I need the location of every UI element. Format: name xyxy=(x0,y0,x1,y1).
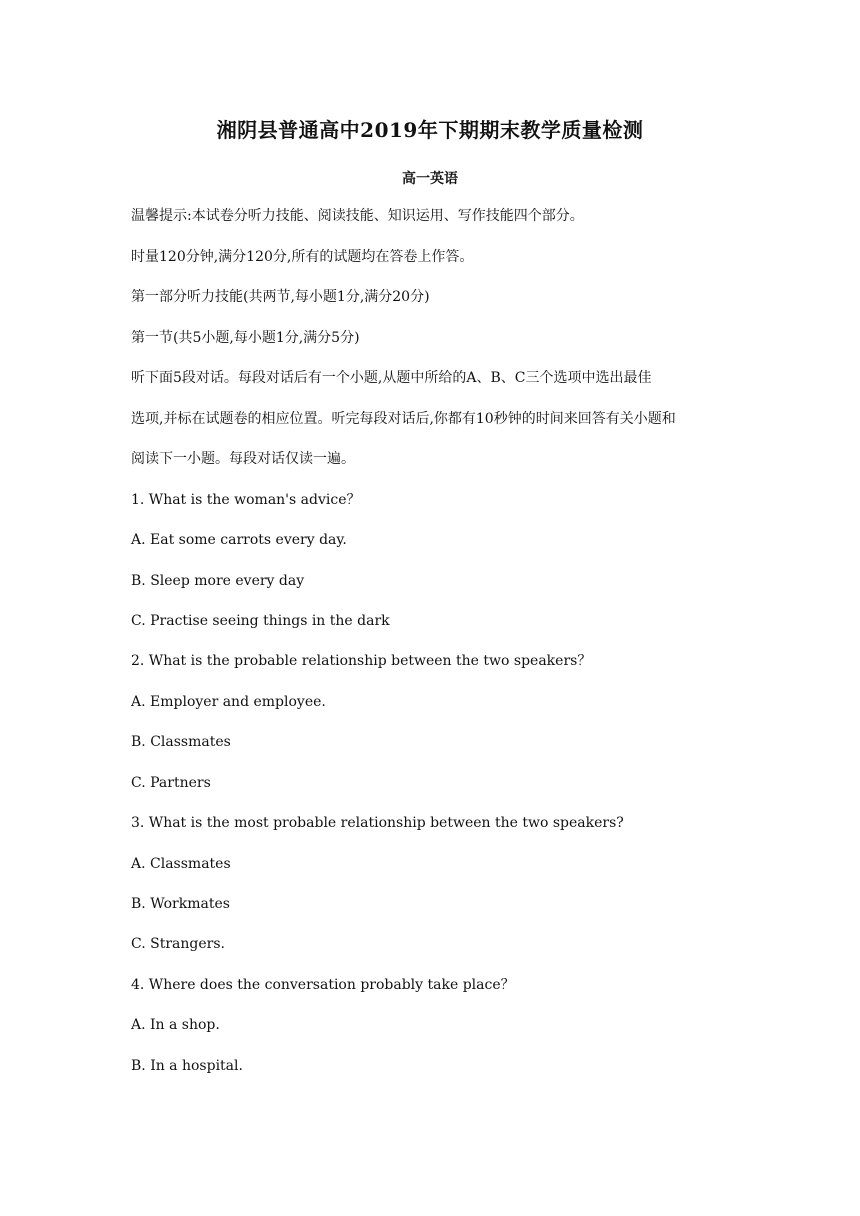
question: 3. What is the most probable relationship between the two speakers? xyxy=(131,815,624,831)
question: 2. What is the probable relationship between the two speakers？ xyxy=(131,653,592,669)
option: B. Sleep more every day xyxy=(131,573,305,589)
section-heading: 第一部分听力技能(共两节,每小题1分,满分20分) xyxy=(131,289,430,305)
document-title: 湘阴县普通高中2019年下期期末教学质量检测 xyxy=(216,118,644,142)
option: C. Partners xyxy=(131,775,211,791)
option: B. In a hospital. xyxy=(131,1058,243,1074)
instruction-line: 时量120分钟,满分120分,所有的试题均在答卷上作答。 xyxy=(131,249,474,265)
option: A. Eat some carrots every day. xyxy=(131,532,347,548)
question: 1. What is the woman's advice？ xyxy=(131,492,361,508)
section-heading: 第一节(共5小题,每小题1分,满分5分) xyxy=(131,330,360,346)
option: A. In a shop. xyxy=(131,1017,220,1033)
instruction-line: 温馨提示:本试卷分听力技能、阅读技能、知识运用、写作技能四个部分。 xyxy=(131,208,584,224)
option: A. Employer and employee. xyxy=(131,694,326,710)
option: C. Strangers. xyxy=(131,936,225,952)
option: A. Classmates xyxy=(131,856,231,872)
instruction-line: 选项,并标在试题卷的相应位置。听完每段对话后,你都有10秒钟的时间来回答有关小题和 xyxy=(131,411,676,427)
document-subtitle: 高一英语 xyxy=(402,171,458,187)
option: B. Classmates xyxy=(131,734,231,750)
instruction-line: 阅读下一小题。每段对话仅读一遍。 xyxy=(131,451,355,467)
option: C. Practise seeing things in the dark xyxy=(131,613,390,629)
instruction-line: 听下面5段对话。每段对话后有一个小题,从题中所给的A、B、C三个选项中选出最佳 xyxy=(131,370,652,386)
question: 4. Where does the conversation probably take place？ xyxy=(131,977,515,993)
option: B. Workmates xyxy=(131,896,230,912)
